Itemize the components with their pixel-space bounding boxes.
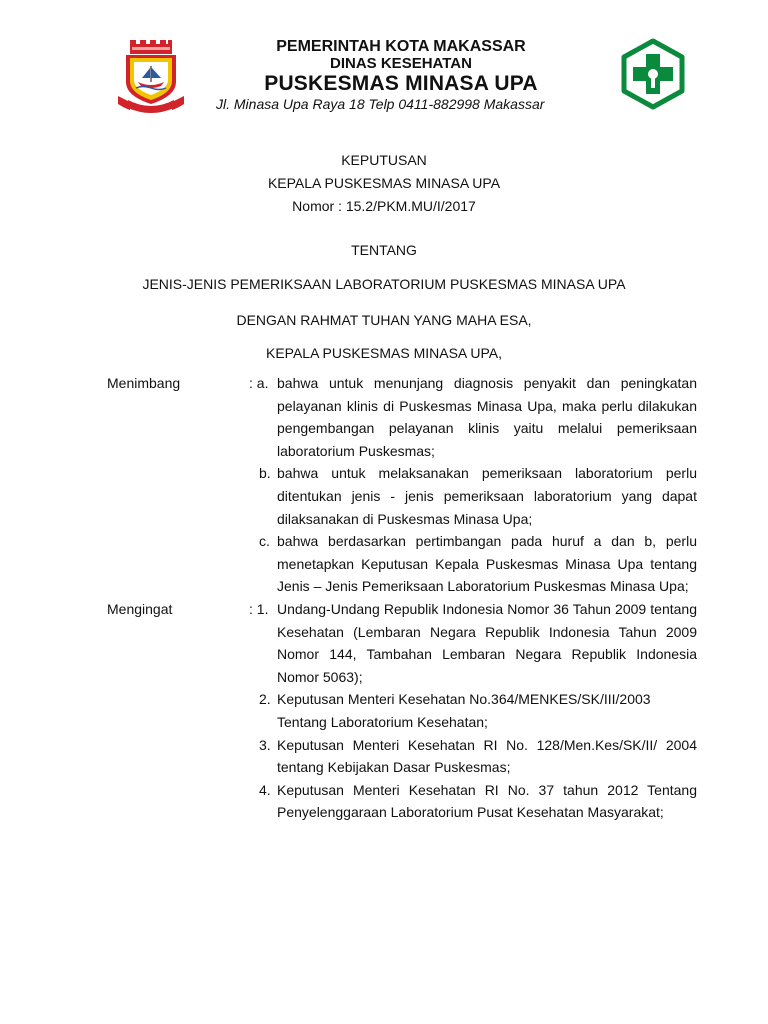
institution-name: PUSKESMAS MINASA UPA (264, 72, 538, 95)
list-item (107, 530, 697, 598)
menimbang-label: Menimbang (107, 375, 181, 391)
decree-number: Nomor : 15.2/PKM.MU/I/2017 (292, 198, 476, 214)
item-text: Keputusan Menteri Kesehatan No.364/MENKES/SK/III/2003 Tentang Laboratorium Kesehatan; (277, 691, 651, 730)
agency-line: PEMERINTAH KOTA MAKASSAR (276, 38, 526, 55)
menimbang-section (107, 372, 697, 598)
item-text: Keputusan Menteri Kesehatan RI No. 37 tahun 2012 Tentang Penyelenggaraan Laboratorium Pusat Kesehatan Masyarakat; (277, 781, 697, 821)
mengingat-label: Mengingat (107, 600, 173, 617)
item-text: bahwa untuk menunjang diagnosis penyakit dan peningkatan pelayanan klinis di Puskesmas Minasa Upa, maka perlu dilakukan pengembangan pelayanan klinis yaitu melalui pemeriksaan laboratorium Puskesmas; (277, 375, 697, 459)
letterhead-address: Jl. Minasa Upa Raya 18 Telp 0411-882998 Makassar (216, 96, 545, 112)
item-marker: : 1. (249, 600, 269, 617)
decree-body (107, 372, 697, 824)
item-text: bahwa untuk melaksanakan pemeriksaan laboratorium perlu ditentukan jenis - jenis pemeriksaan laboratorium yang dapat dilaksanakan di Puskesmas Minasa Upa; (277, 465, 697, 527)
item-marker: 2. (259, 691, 271, 708)
mengingat-section (107, 598, 697, 824)
item-marker: : a. (249, 375, 269, 391)
list-item (107, 688, 697, 733)
item-text: Undang-Undang Republik Indonesia Nomor 36 Tahun 2009 tentang Kesehatan (Lembaran Negara Republik Indonesia Tahun 2009 Nomor 144, Tambahan Lembaran Negara Republik Indonesia Nomor 5063); (277, 600, 697, 685)
list-item (107, 462, 697, 530)
puskesmas-logo-icon (620, 38, 686, 110)
makassar-city-emblem-icon (116, 38, 186, 114)
decree-heading: KEPUTUSAN (341, 152, 427, 168)
invocation-line: DENGAN RAHMAT TUHAN YANG MAHA ESA, (236, 312, 532, 328)
decree-subject: JENIS-JENIS PEMERIKSAAN LABORATORIUM PUSKESMAS MINASA UPA (142, 276, 626, 292)
issuer-line: KEPALA PUSKESMAS MINASA UPA, (265, 345, 502, 361)
list-item (107, 734, 697, 779)
item-marker: b. (259, 465, 271, 482)
item-marker: c. (259, 533, 270, 550)
tentang-heading: TENTANG (351, 242, 417, 258)
list-item (107, 779, 697, 824)
item-marker: 4. (259, 781, 271, 798)
item-text: bahwa berdasarkan pertimbangan pada huruf a dan b, perlu menetapkan Keputusan Kepala Puskesmas Minasa Upa tentang Jenis – Jenis Pemeriksaan Laboratorium Puskesmas Minasa Upa; (277, 533, 697, 595)
item-text: Keputusan Menteri Kesehatan RI No. 128/Men.Kes/SK/II/ 2004 tentang Kebijakan Dasar Puskesmas; (277, 736, 697, 776)
letterhead-text (200, 38, 602, 96)
list-item (107, 372, 697, 462)
department-line: DINAS KESEHATAN (330, 55, 472, 72)
list-item (107, 598, 697, 688)
letterhead (0, 0, 768, 120)
decree-issuer: KEPALA PUSKESMAS MINASA UPA (267, 175, 501, 191)
item-marker: 3. (259, 736, 271, 753)
